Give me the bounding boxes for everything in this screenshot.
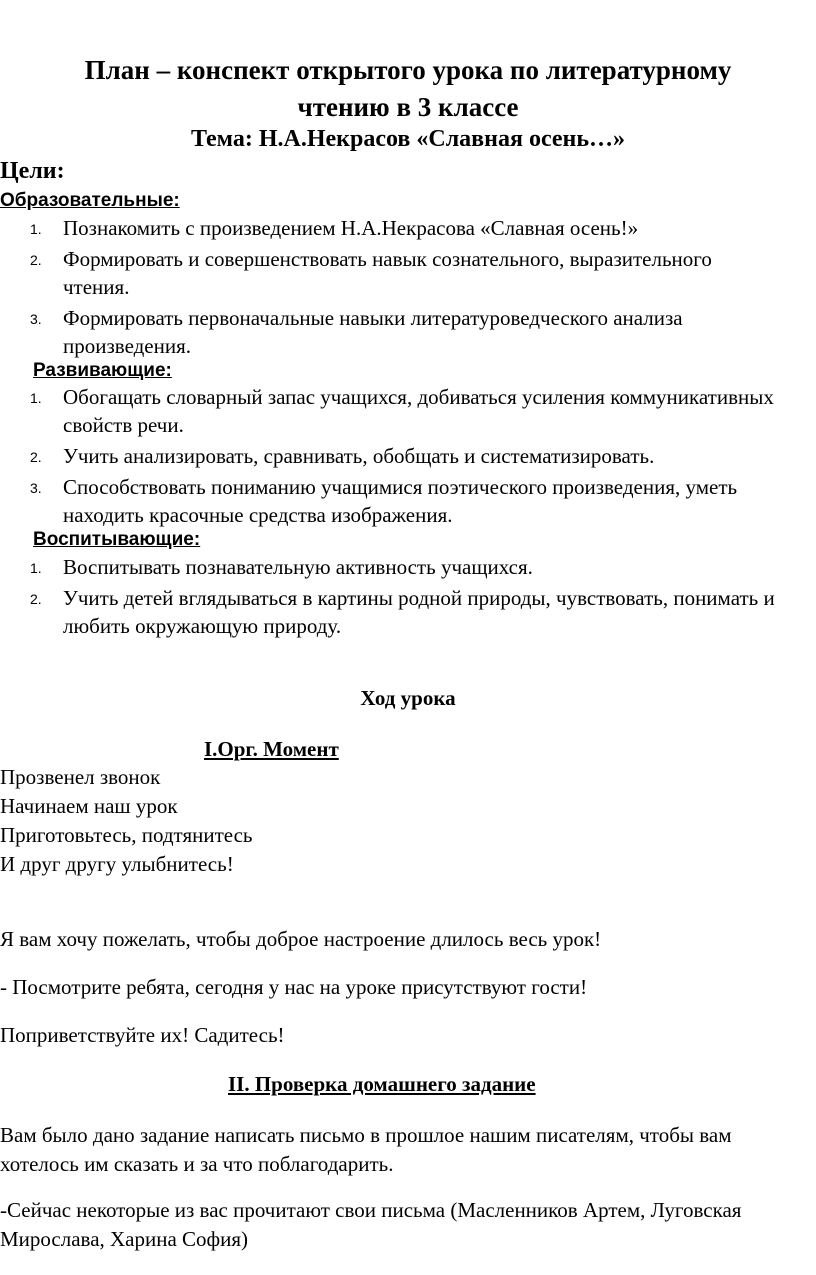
upbringing-goals-list: [0, 553, 790, 643]
poem-line: Прозвенел звонок: [0, 765, 161, 789]
lesson-topic: Тема: Н.А.Некрасов «Славная осень…»: [190, 126, 626, 152]
paragraph: -Сейчас некоторые из вас прочитают свои письма (Масленников Артем, Луговская Мирослава, Харина София): [0, 1198, 742, 1251]
list-item: 2. Учить анализировать, сравнивать, обобщать и систематизировать.: [30, 444, 655, 468]
list-item: 1. Обогащать словарный запас учащихся, добиваться усиления коммуникативных свойств речи.: [30, 385, 774, 437]
developing-heading: Развивающие:: [33, 360, 172, 381]
educational-goals-list: [0, 214, 780, 363]
list-item: 3. Формировать первоначальные навыки литературоведческого анализа произведения.: [30, 306, 683, 358]
list-item: 3. Способствовать пониманию учащимися поэтического произведения, уметь находить красочные средства изображения.: [30, 475, 738, 527]
list-item: 1. Воспитывать познавательную активность учащихся.: [30, 555, 533, 579]
greeting-poem: [0, 763, 253, 879]
goals-heading: Цели:: [0, 158, 65, 184]
title-line-1: План – конспект открытого урока по литературному: [84, 55, 732, 85]
section-2-heading: II. Проверка домашнего задание: [228, 1072, 536, 1096]
list-item: 1. Познакомить с произведением Н.А.Некрасова «Славная осень!»: [30, 216, 639, 240]
poem-line: И друг другу улыбнитесь!: [0, 852, 234, 876]
paragraph: Я вам хочу пожелать, чтобы доброе настроение длилось весь урок!: [0, 927, 602, 951]
paragraph: - Посмотрите ребята, сегодня у нас на уроке присутствуют гости!: [0, 975, 588, 999]
developing-goals-list: [0, 383, 790, 532]
section-1-heading: I.Орг. Момент: [204, 737, 339, 761]
list-item: 2. Учить детей вглядываться в картины родной природы, чувствовать, понимать и любить окружающую природу.: [30, 586, 775, 638]
title-line-2: чтению в 3 классе: [297, 92, 519, 122]
lesson-course-heading: Ход урока: [360, 686, 456, 710]
paragraph: Вам было дано задание написать письмо в прошлое нашим писателям, чтобы вам хотелось им сказать и за что поблагодарить.: [0, 1123, 732, 1176]
upbringing-heading: Воспитывающие:: [33, 529, 201, 550]
educational-heading: Образовательные:: [0, 190, 180, 211]
list-item: 2. Формировать и совершенствовать навык сознательного, выразительного чтения.: [30, 247, 712, 299]
paragraph: Поприветствуйте их! Садитесь!: [0, 1023, 285, 1047]
poem-line: Приготовьтесь, подтянитесь: [0, 823, 253, 847]
poem-line: Начинаем наш урок: [0, 794, 178, 818]
